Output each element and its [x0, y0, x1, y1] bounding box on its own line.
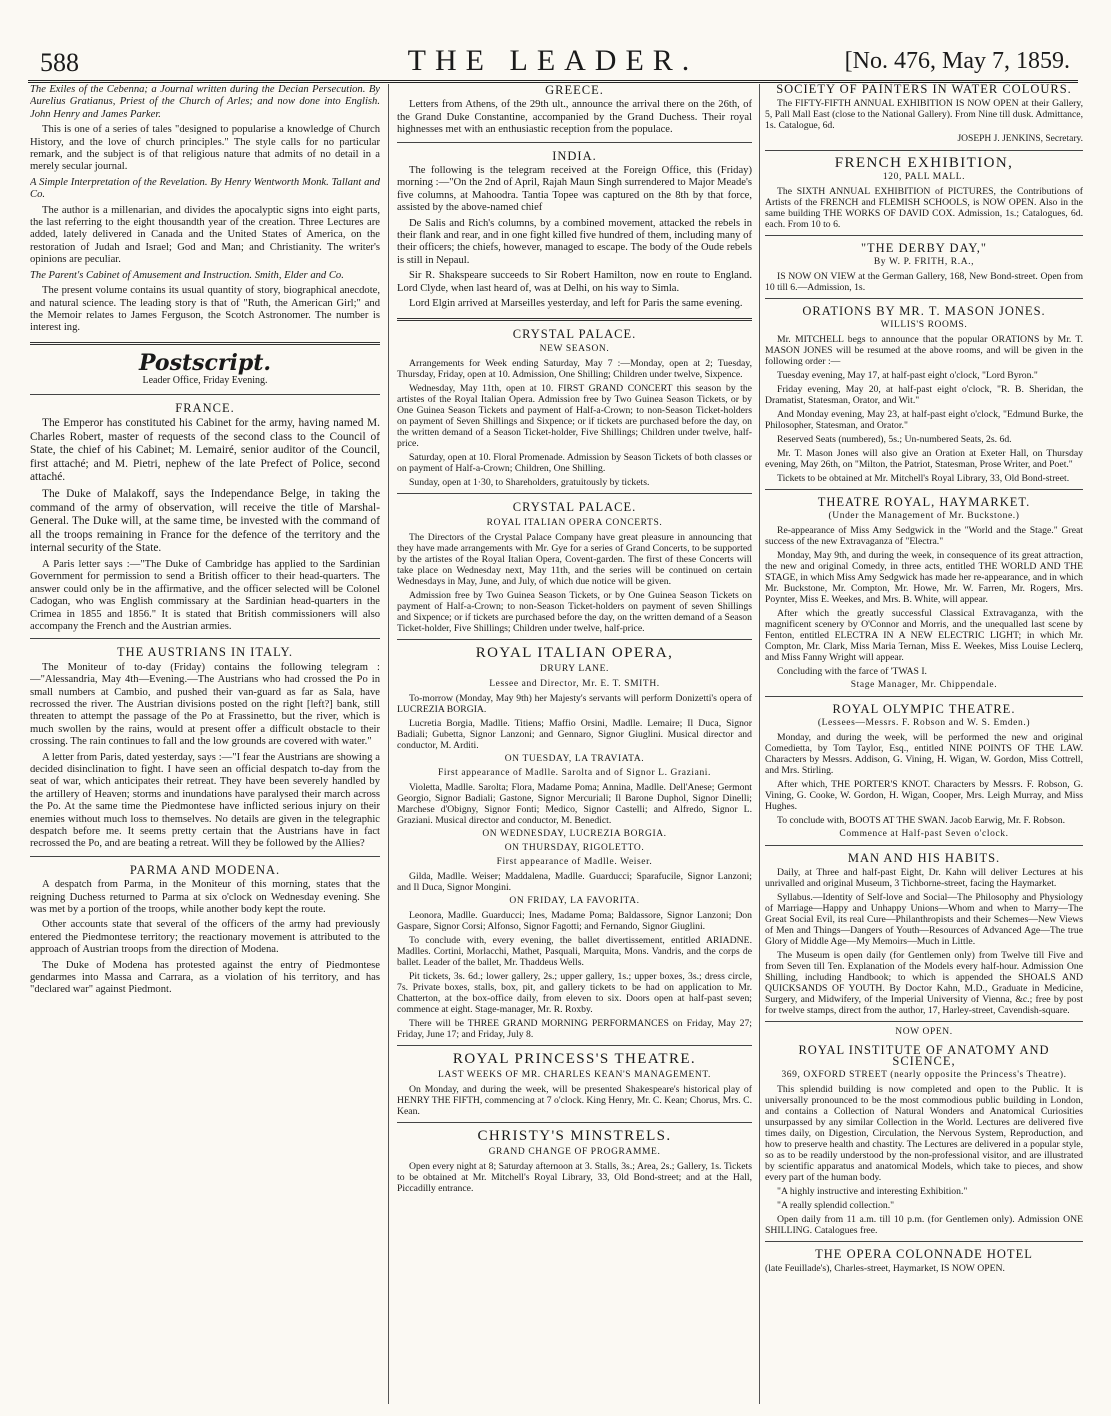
masthead	[28, 42, 1078, 83]
column-left	[30, 84, 380, 1404]
crystal-palace-heading: CRYSTAL PALACE.	[512, 500, 637, 515]
review-title: A Simple Interpretation of the Revelation. By Henry Wentworth Monk. Tallant and Co.	[30, 176, 380, 201]
ad-text: Concluding with the farce of 'TWAS I.	[777, 666, 927, 677]
ad-text: Sunday, open at 1·30, to Shareholders, gratuitously by tickets.	[409, 477, 650, 489]
subheading: ON WEDNESDAY, LUCREZIA BORGIA.	[482, 829, 667, 840]
subheading: WILLIS'S ROOMS.	[880, 320, 968, 330]
france-heading: FRANCE.	[175, 400, 235, 415]
opera-heading: ROYAL ITALIAN OPERA,	[475, 645, 674, 662]
subheading: 369, OXFORD STREET (nearly opposite the Princess's Theatre).	[781, 1070, 1067, 1080]
separator	[765, 298, 1083, 299]
subheading: First appearance of Madlle. Weiser.	[496, 857, 653, 868]
ad-text: Mr. MITCHELL begs to announce that the popular ORATIONS by Mr. T. MASON JONES will be resumed at the above rooms, and will be given in the following order :—	[765, 334, 1083, 367]
separator	[765, 696, 1083, 697]
french-exhibition-heading: FRENCH EXHIBITION,	[834, 155, 1014, 171]
subheading: ON FRIDAY, LA FAVORITA.	[509, 896, 640, 907]
ad-text: Tickets to be obtained at Mr. Mitchell's Royal Library, 33, Old Bond-street.	[777, 473, 1070, 484]
paragraph: A despatch from Parma, in the Moniteur of this morning, states that the reigning Duchess returned to Parma at six o'clock on Wednesday evening. She was met by a portion of the troops, while another body kept the route.	[30, 879, 380, 916]
ad-text: Leonora, Madlle. Guarducci; Ines, Madame Poma; Baldassore, Signor Lanzoni; Don Gaspare, Signor Corsi; Alfonso, Signor Fagotti; and Fernando, Signor Giuglini.	[397, 910, 752, 933]
separator	[397, 493, 752, 494]
separator	[30, 638, 380, 639]
painters-heading: SOCIETY OF PAINTERS IN WATER COLOURS.	[776, 84, 1072, 96]
paragraph: The Duke of Malakoff, says the Independance Belge, in taking the command of the army of observation, will receive the title of Marshal-General. The Duke will, at the same time, be invested with the command of all the troops remaining in France for the defence of the territory and the internal security of the State.	[30, 487, 380, 555]
ad-text: To conclude with, BOOTS AT THE SWAN. Jacob Earwig, Mr. F. Robson.	[777, 815, 1065, 826]
ad-text: The SIXTH ANNUAL EXHIBITION of PICTURES, the Contributions of Artists of the FRENCH and FLEMISH SCHOOLS, is NOW OPEN. Also in the same building THE WORKS OF DAVID COX. Admission, 1s.; Catalogues, 6d. each. From 10 to 6.	[765, 186, 1083, 230]
ad-text: To-morrow (Monday, May 9th) her Majesty's servants will perform Donizetti's opera of LUCREZIA BORGIA.	[397, 693, 752, 716]
paragraph: Other accounts state that several of the officers of the army had previously entered the Piedmontese territory; the reactionary movement is attributed to the approach of Austrian troops from the direction of Modena.	[30, 919, 380, 956]
paragraph: The following is the telegram received at the Foreign Office, this (Friday) morning :—"On the 2nd of April, Rajah Maun Singh surrendered to Major Meade's five columns, at Mahoodra. Tantia Topee was captured on the 8th by that force, assisted by the above-named chief	[397, 165, 752, 214]
subheading: (Under the Management of Mr. Buckstone.)	[828, 511, 1020, 521]
subheading: ON TUESDAY, LA TRAVIATA.	[504, 754, 645, 765]
man-and-habits-heading: MAN AND HIS HABITS.	[847, 851, 1001, 865]
christys-minstrels-heading: CHRISTY'S MINSTRELS.	[477, 1128, 672, 1145]
ad-text: Syllabus.—Identity of Self-love and Social—The Philosophy and Physiology of Marriage—Happy and Unhappy Unions—Whom and when to Marry—The Great Social Evil, its real Cure—Philanthropists and their Schemes—New Views of Men and Things—Dangers of Youth—Resources of Advanced Age—The true Glory of Middle Age—My Memoirs—Much in Little.	[765, 892, 1083, 947]
ad-text: There will be THREE GRAND MORNING PERFORMANCES on Friday, May 27; Friday, June 17; and Friday, July 8.	[397, 1018, 752, 1041]
paragraph: Letters from Athens, of the 29th ult., announce the arrival there on the 26th, of the Grand Duke Constantine, accompanied by the Grand Duchess. Their royal highnesses met with an enthusiastic reception from the populace.	[397, 99, 752, 136]
separator	[765, 1021, 1083, 1022]
ad-text: Wednesday, May 11th, open at 10. FIRST GRAND CONCERT this season by the artistes of the Royal Italian Opera. Admission free by Two Guinea Season Tickets, or by One Guinea Season Tickets and payment of Half-a-Crown; to non-Season Ticket-holders on payment of Seven Shillings and Sixpence; or if tickets are purchased before the day, on the written demand of a Season Ticket-holder, Five Shillings; Children under twelve, half-price.	[397, 383, 752, 450]
ad-text: Gilda, Madlle. Weiser; Maddalena, Madlle. Guarducci; Sparafucile, Signor Lanzoni; and Il Duca, Signor Mongini.	[397, 871, 752, 894]
ad-text: Daily, at Three and half-past Eight, Dr. Kahn will deliver Lectures at his unrivalled and original Museum, 3 Tichborne-street, facing the Haymarket.	[765, 867, 1083, 889]
separator	[30, 856, 380, 857]
signature-line: JOSEPH J. JENKINS, Secretary.	[957, 134, 1083, 144]
crystal-palace-heading: CRYSTAL PALACE.	[512, 326, 637, 341]
paragraph: The Emperor has constituted his Cabinet for the army, having named M. Charles Robert, master of requests of the second class to the Council of State, the chief of his Cabinet; M. Lemairé, senior auditor of the Council, first attaché; and M. Pietri, nephew of the late Prefect of Police, second attaché.	[30, 416, 380, 484]
column-rule	[759, 84, 760, 1404]
ad-text: Violetta, Madlle. Sarolta; Flora, Madame Poma; Annina, Madlle. Dell'Anese; Germont Georgio, Signor Badiali; Gastone, Signor Mercuriali; Il Barone Duphol, Signor Dinelli; Marchese d'Obigny, Signor Fonti; Medico, Signor Castelli; and Alfredo, Signor L. Graziani. Musical director and conductor, M. Benedict.	[397, 782, 752, 827]
ad-text: Monday, and during the week, will be performed the new and original Comedietta, by Tom Taylor, Esq., entitled NINE POINTS OF THE LAW. Characters by Messrs. Addison, G. Vining, H. Wigan, W. Gordon, Miss Cottrell, and Mrs. Stirling.	[765, 732, 1083, 776]
ad-text: "A highly instructive and interesting Exhibition."	[777, 1186, 968, 1197]
subheading: By W. P. FRITH, R.A.,	[873, 257, 975, 267]
subheading: NOW OPEN.	[895, 1027, 953, 1037]
separator	[397, 639, 752, 640]
issue-line: [No. 476, May 7, 1859.	[844, 48, 1070, 74]
ad-text: To conclude with, every evening, the ballet divertissement, entitled ARIADNE. Madlles. Cortini, Morlacchi, Mathet, Pasquali, Marquita, Mons. Vandris, and the corps de ballet. Leader of the ballet, Mr. Thaddeus Wells.	[397, 935, 752, 969]
separator	[397, 1122, 752, 1123]
ad-text: Tuesday evening, May 17, at half-past eight o'clock, "Lord Byron."	[777, 370, 1038, 381]
subheading: (Lessees—Messrs. F. Robson and W. S. Emden.)	[817, 718, 1031, 728]
paragraph: Sir R. Shakspeare succeeds to Sir Robert Hamilton, now en route to England. Lord Clyde, when last heard of, was at Delhi, on his way to Simla.	[397, 270, 752, 294]
ad-text: After which, THE PORTER'S KNOT. Characters by Messrs. F. Robson, G. Vining, G. Cooke, W. Gordon, H. Wigan, Cooper, Mrs. Leigh Murray, and Miss Hughes.	[765, 779, 1083, 812]
ad-text: The Museum is open daily (for Gentlemen only) from Twelve till Five and from Seven till Ten. Explanation of the Models every half-hour. Admission One Shilling, including Handbook; to which is appended the SHOALS AND QUICKSANDS OF YOUTH. By Doctor Kahn, M.D., Graduate in Medicine, Surgery, and Midwifery, of the Imperial University of Vienna, &c.; free by post for twelve stamps, direct from the author, 17, Harley-street, Cavendish-square.	[765, 950, 1083, 1016]
olympic-heading: ROYAL OLYMPIC THEATRE.	[832, 702, 1016, 716]
separator	[765, 845, 1083, 846]
ad-text: And Monday evening, May 23, at half-past eight o'clock, "Edmund Burke, the Philosopher, Statesman, and Orator."	[765, 409, 1083, 431]
haymarket-heading: THEATRE ROYAL, HAYMARKET.	[817, 495, 1031, 509]
review-title: The Exiles of the Cebenna; a Journal written during the Decian Persecution. By Aurelius Gratianus, Priest of the Church of Arles; and now done into English. John Henry and James Parker.	[30, 84, 380, 120]
greece-heading: GREECE.	[545, 84, 604, 97]
separator	[397, 1045, 752, 1046]
ad-text: (late Feuillade's), Charles-street, Haymarket, IS NOW OPEN.	[765, 1263, 1005, 1274]
page-number: 588	[40, 48, 79, 77]
review-text: This is one of a series of tales "designed to popularise a knowledge of Church History, and the love of church principles." The style calls for no particular remark, and the subject is of that religious nature that admits of no detail in a merely secular journal.	[30, 124, 380, 173]
ad-text: After which the greatly successful Classical Extravaganza, with the magnificent scenery by O'Connor and Morris, and the unequalled last scene by Fenton, entitled ELECTRA IN A NEW ELECTRIC LIGHT; in which Mr. Compton, Mr. Clark, Miss Maria Ternan, Miss E. Weekes, Miss Louise Leclerq, and Miss Fanny Wright will appear.	[765, 608, 1083, 663]
orations-heading: ORATIONS BY MR. T. MASON JONES.	[802, 304, 1046, 318]
ad-text: Open every night at 8; Saturday afternoon at 3. Stalls, 3s.; Area, 2s.; Gallery, 1s. Tickets to be obtained at Mr. Mitchell's Royal Library, 33, Old Bond-street; and at the Hall, Piccadilly entrance.	[397, 1160, 752, 1194]
austrians-heading: THE AUSTRIANS IN ITALY.	[116, 645, 294, 660]
subheading: 120, PALL MALL.	[882, 172, 966, 182]
newspaper-title: THE LEADER.	[407, 44, 699, 77]
subheading: GRAND CHANGE OF PROGRAMME.	[488, 1146, 661, 1157]
ad-text: Open daily from 11 a.m. till 10 p.m. (for Gentlemen only). Admission ONE SHILLING. Catalogues free.	[765, 1214, 1083, 1236]
subheading: Commence at Half-past Seven o'clock.	[839, 829, 1009, 839]
ad-text: Saturday, open at 10. Floral Promenade. Admission by Season Tickets of both classes or on payment of Half-a-Crown; Children, One Shilling.	[397, 452, 752, 475]
separator	[765, 150, 1083, 151]
princess-theatre-heading: ROYAL PRINCESS'S THEATRE.	[452, 1051, 697, 1068]
ad-text: The Directors of the Crystal Palace Company have great pleasure in announcing that they have made arrangements with Mr. Gye for a series of Grand Concerts, to be supported by the artistes of the Royal Italian Opera, Covent-garden. The first of these Concerts will take place on Wednesday next, May 11th, and the series will be continued on certain Wednesdays in May, June, and July, of which due notice will be given.	[397, 532, 752, 588]
derby-day-heading: "THE DERBY DAY,"	[860, 241, 988, 255]
section-rule	[397, 318, 752, 321]
subheading: First appearance of Madlle. Sarolta and of Signor L. Graziani.	[437, 768, 712, 779]
section-rule	[30, 342, 380, 345]
ad-text: This splendid building is now completed and open to the Public. It is universally pronounced to be the most commodious public building in London, and contains a Collection of Natural Wonders and Anatomical Curiosities unsurpassed by any similar Collection in the World. Lectures are delivered five times daily, on Digestion, Circulation, the Nervous System, Reproduction, and how to preserve health and chastity. The Lectures are delivered in a popular style, so as to be readily understood by the non-professional visitor, and are illustrated by scientific apparatus and anatomical Models, which take to pieces, and show every part of the human body.	[765, 1084, 1083, 1183]
ad-text: Arrangements for Week ending Saturday, May 7 :—Monday, open at 2; Tuesday, Thursday, Friday, open at 10. Admission, One Shilling; Children under twelve, Sixpence.	[397, 358, 752, 381]
subheading: LAST WEEKS OF MR. CHARLES KEAN'S MANAGEMENT.	[437, 1069, 711, 1080]
subheading: NEW SEASON.	[539, 343, 610, 354]
office-line: Leader Office, Friday Evening.	[142, 375, 268, 387]
paragraph: The Duke of Modena has protested against the entry of Piedmontese gendarmes into Massa and Carrara, as a violation of his territory, and has "declared war" against Piedmont.	[30, 959, 380, 996]
separator	[765, 235, 1083, 236]
paragraph: A letter from Paris, dated yesterday, says :—"I fear the Austrians are showing a decided disinclination to fight. I have seen an official despatch to-day from the seat of war, which anticipates their retreat. They have been severely handled by the artillery of Heaven; storms and inundations have paralysed their march across the Po. At the same time the Piedmontese have inflicted serious injury on their enemies without much loss to themselves. No details are given in the telegraphic despatch before me. It seems pretty certain that the Austrians have in fact recrossed the Po, and are beating a retreat. Will they be followed by the Allies?	[30, 751, 380, 850]
opera-colonnade-hotel-heading: THE OPERA COLONNADE HOTEL	[815, 1247, 1033, 1261]
paragraph: Lord Elgin arrived at Marseilles yesterday, and left for Paris the same evening.	[409, 298, 743, 310]
postscript-heading: Postscript.	[138, 349, 272, 376]
paragraph: A Paris letter says :—"The Duke of Cambridge has applied to the Sardinian Government for permission to send a British officer to their head-quarters. The answer could only be in the affirmative, and the officer selected will be Colonel Cadogan, who was English commissary at the Sardinian head-quarters in the Crimea in 1855 and 1856." It is stated that British commissioners will also accompany the French and the Austrian armies.	[30, 558, 380, 632]
ad-text: Lucretia Borgia, Madlle. Titiens; Maffio Orsini, Madlle. Lemaire; Il Duca, Signor Badiali; Gubetta, Signor Lanzoni; and Gennaro, Signor Giuglini. Musical director and conductor, M. Arditi.	[397, 718, 752, 752]
review-text: The author is a millenarian, and divides the apocalyptic signs into eight parts, the last referring to the eight thousandth year of the creation. Three Lectures are added, lately delivered in Canada and the United States of America, on the restoration of Judah and Israel; God and Man; and Christianity. The writer's opinions are peculiar.	[30, 204, 380, 266]
ad-text: Reserved Seats (numbered), 5s.; Un-numbered Seats, 2s. 6d.	[777, 434, 1012, 445]
separator	[765, 1241, 1083, 1242]
india-heading: INDIA.	[552, 148, 597, 163]
subheading: ROYAL ITALIAN OPERA CONCERTS.	[486, 517, 663, 528]
ad-text: Friday evening, May 20, at half-past eight o'clock, "R. B. Sheridan, the Dramatist, Statesman, Orator, and Wit."	[765, 384, 1083, 406]
column-rule	[388, 84, 389, 1404]
separator	[765, 489, 1083, 490]
subheading: ON THURSDAY, RIGOLETTO.	[504, 843, 645, 854]
ad-text: Admission free by Two Guinea Season Tickets, or by One Guinea Season Tickets on payment of Half-a-Crown; to non-Season Ticket-holders on payment of seven Shillings and Sixpence; or if tickets are purchased before the day, on the written demand of a Season Ticket-holder, Five Shillings; Children under twelve, half-price.	[397, 590, 752, 635]
column-right	[765, 84, 1083, 1404]
ad-text: "A really splendid collection."	[777, 1200, 895, 1211]
separator	[397, 142, 752, 143]
royal-institute-heading: ROYAL INSTITUTE OF ANATOMY AND SCIENCE,	[798, 1043, 1050, 1068]
ad-text: Re-appearance of Miss Amy Sedgwick in the "World and the Stage." Great success of the new Extravaganza of "Electra."	[765, 525, 1083, 547]
separator	[30, 394, 380, 395]
ad-text: Mr. T. Mason Jones will also give an Oration at Exeter Hall, on Thursday evening, May 26th, on "Milton, the Patriot, Statesman, Prose Writer, and Poet."	[765, 448, 1083, 470]
ad-text: The FIFTY-FIFTH ANNUAL EXHIBITION IS NOW OPEN at their Gallery, 5, Pall Mall East (close to the National Gallery). From Nine till dusk. Admittance, 1s. Catalogue, 6d.	[765, 98, 1083, 131]
review-text: The present volume contains its usual quantity of story, biographical anecdote, and natural science. The leading story is that of "Ruth, the American Girl;" and the Memoir relates to James Ferguson, the Scotch Astronomer. The number is interest ing.	[30, 285, 380, 334]
ad-text: Pit tickets, 3s. 6d.; lower gallery, 2s.; upper gallery, 1s.; upper boxes, 3s.; dress circle, 7s. Private boxes, stalls, box, pit, and gallery tickets to be had on application to Mr. Chatterton, at the box-office daily, from eleven to six. Doors open at half-past seven; commence at eight. Stage-manager, Mr. R. Roxby.	[397, 971, 752, 1016]
ad-text: On Monday, and during the week, will be presented Shakespeare's historical play of HENRY THE FIFTH, commencing at 7 o'clock. King Henry, Mr. C. Kean; Chorus, Mrs. C. Kean.	[397, 1084, 752, 1118]
parma-heading: PARMA AND MODENA.	[129, 862, 281, 877]
ad-text: IS NOW ON VIEW at the German Gallery, 168, New Bond-street. Open from 10 till 6.—Admission, 1s.	[765, 271, 1083, 293]
ad-text: Monday, May 9th, and during the week, in consequence of its great attraction, the new and original Comedy, in three acts, entitled THE WORLD AND THE STAGE, in which Miss Amy Sedgwick has made her re-appearance, and in which Mr. Buckstone, Mr. Compton, Mr. Howe, Mr. W. Farren, Mr. Rogers, Mrs. Poynter, Miss E. Weekes, and Mrs. B. White, will appear.	[765, 550, 1083, 605]
subheading: Lessee and Director, Mr. E. T. SMITH.	[489, 678, 660, 689]
paragraph: The Moniteur of to-day (Friday) contains the following telegram :—"Alessandria, May 4th—Evening.—The Austrians who had crossed the Po in small numbers at Cambio, and pushed their van-guard as far as Sala, have recrossed the river. The Austrian divisions posted on the right [left?] bank, still threaten to attempt the passage of the Po at Frassinetto, but the river, which is much swollen by the rains, would at present offer a difficult obstacle to their crossing. The rain continues to fall and the low grounds are covered with water."	[30, 661, 380, 748]
column-middle	[397, 84, 752, 1404]
review-title: The Parent's Cabinet of Amusement and Instruction. Smith, Elder and Co.	[30, 269, 344, 281]
subheading: Stage Manager, Mr. Chippendale.	[850, 680, 998, 690]
paragraph: De Salis and Rich's columns, by a combined movement, attacked the rebels in their flank and rear, and in one fight killed five hundred of them, including many of their officers; the chiefs, however, managed to escape. The body of the Oude rebels is still in Nepaul.	[397, 217, 752, 266]
subheading: DRURY LANE.	[539, 663, 610, 674]
